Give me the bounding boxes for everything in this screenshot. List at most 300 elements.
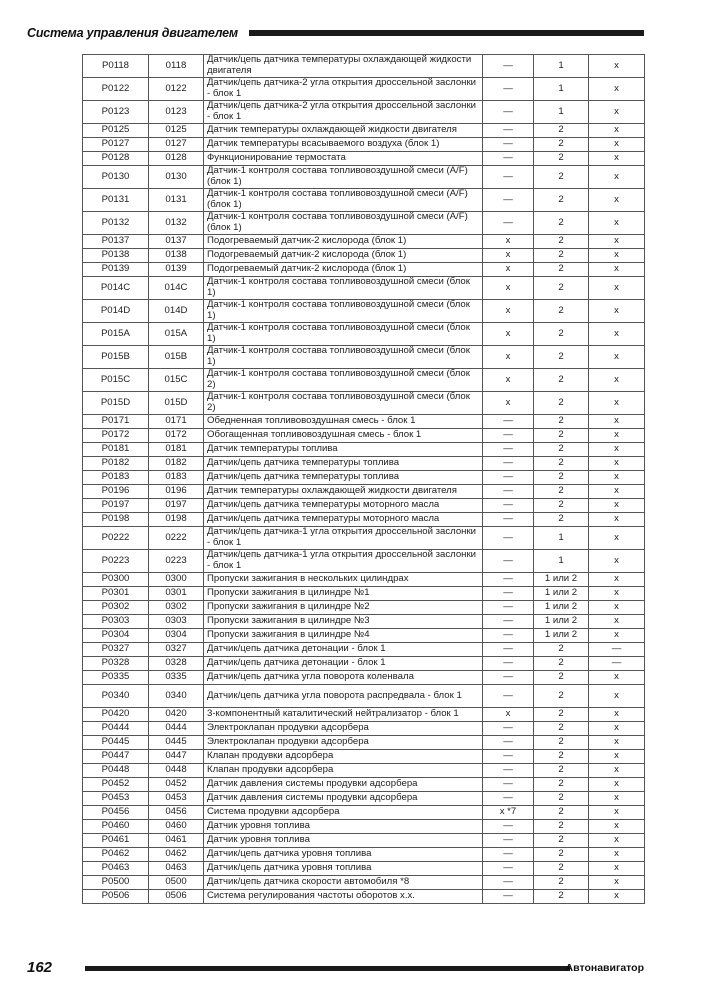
code-number-cell: 0304 — [149, 629, 204, 643]
table-row — [83, 792, 645, 806]
dtc-code-cell: P0460 — [83, 820, 149, 834]
dtc-code-cell: P0327 — [83, 643, 149, 657]
trip-count-cell: 2 — [534, 778, 589, 792]
trip-count-cell: 1 — [534, 55, 589, 78]
table-row — [83, 587, 645, 601]
col-6-cell: x — [589, 55, 645, 78]
dtc-code-cell: P014C — [83, 277, 149, 300]
description-cell: Датчик/цепь датчика угла поворота коленвала — [204, 671, 483, 685]
description-cell: Датчик температуры топлива — [204, 443, 483, 457]
col-4-cell: — — [483, 550, 534, 573]
dtc-code-cell: P015A — [83, 323, 149, 346]
dtc-code-cell: P0506 — [83, 890, 149, 904]
col-4-cell: x — [483, 392, 534, 415]
description-cell: Датчик-1 контроля состава топливовоздушной смеси (A/F) (блок 1) — [204, 212, 483, 235]
table-row — [83, 443, 645, 457]
code-number-cell: 0223 — [149, 550, 204, 573]
col-6-cell: x — [589, 615, 645, 629]
dtc-code-cell: P0340 — [83, 685, 149, 708]
dtc-code-cell: P0301 — [83, 587, 149, 601]
col-6-cell: x — [589, 138, 645, 152]
col-6-cell: x — [589, 890, 645, 904]
table-row — [83, 166, 645, 189]
col-4-cell: x — [483, 263, 534, 277]
table-row — [83, 550, 645, 573]
dtc-code-cell: P0183 — [83, 471, 149, 485]
table-row — [83, 415, 645, 429]
dtc-code-cell: P0127 — [83, 138, 149, 152]
col-6-cell: x — [589, 369, 645, 392]
col-4-cell: x — [483, 277, 534, 300]
code-number-cell: 0460 — [149, 820, 204, 834]
trip-count-cell: 1 или 2 — [534, 629, 589, 643]
dtc-code-cell: P0300 — [83, 573, 149, 587]
table-row — [83, 471, 645, 485]
col-6-cell: x — [589, 778, 645, 792]
col-6-cell: x — [589, 862, 645, 876]
description-cell: Обедненная топливовоздушная смесь - блок 1 — [204, 415, 483, 429]
table-row — [83, 249, 645, 263]
code-number-cell: 015C — [149, 369, 204, 392]
dtc-code-cell: P0128 — [83, 152, 149, 166]
table-row — [83, 527, 645, 550]
dtc-code-cell: P0197 — [83, 499, 149, 513]
col-6-cell: x — [589, 471, 645, 485]
page-header — [27, 26, 644, 40]
table-row — [83, 457, 645, 471]
trip-count-cell: 1 — [534, 78, 589, 101]
col-4-cell: x — [483, 323, 534, 346]
col-4-cell: — — [483, 778, 534, 792]
col-6-cell: x — [589, 429, 645, 443]
col-4-cell: — — [483, 629, 534, 643]
dtc-code-cell: P0125 — [83, 124, 149, 138]
trip-count-cell: 2 — [534, 722, 589, 736]
col-4-cell: — — [483, 601, 534, 615]
dtc-code-cell: P015C — [83, 369, 149, 392]
code-number-cell: 0125 — [149, 124, 204, 138]
page-footer — [27, 960, 644, 976]
code-number-cell: 015B — [149, 346, 204, 369]
col-6-cell: x — [589, 101, 645, 124]
description-cell: Пропуски зажигания в цилиндре №3 — [204, 615, 483, 629]
trip-count-cell: 2 — [534, 834, 589, 848]
dtc-table-body — [83, 55, 645, 904]
code-number-cell: 014C — [149, 277, 204, 300]
table-row — [83, 890, 645, 904]
dtc-table-container — [82, 54, 644, 904]
dtc-code-cell: P0328 — [83, 657, 149, 671]
dtc-code-cell: P0222 — [83, 527, 149, 550]
col-6-cell: x — [589, 323, 645, 346]
description-cell: Датчик-1 контроля состава топливовоздушной смеси (блок 2) — [204, 392, 483, 415]
col-4-cell: x *7 — [483, 806, 534, 820]
table-row — [83, 848, 645, 862]
col-4-cell: — — [483, 513, 534, 527]
col-6-cell: x — [589, 601, 645, 615]
table-row — [83, 189, 645, 212]
table-row — [83, 212, 645, 235]
col-4-cell: — — [483, 736, 534, 750]
col-4-cell: — — [483, 499, 534, 513]
description-cell: Датчик-1 контроля состава топливовоздушной смеси (A/F) (блок 1) — [204, 166, 483, 189]
code-number-cell: 0301 — [149, 587, 204, 601]
col-6-cell: x — [589, 235, 645, 249]
col-4-cell: x — [483, 300, 534, 323]
table-row — [83, 138, 645, 152]
trip-count-cell: 2 — [534, 499, 589, 513]
dtc-code-cell: P0335 — [83, 671, 149, 685]
col-4-cell: — — [483, 124, 534, 138]
col-6-cell: x — [589, 587, 645, 601]
code-number-cell: 0131 — [149, 189, 204, 212]
col-4-cell: — — [483, 212, 534, 235]
table-row — [83, 152, 645, 166]
description-cell: Клапан продувки адсорбера — [204, 764, 483, 778]
col-4-cell: — — [483, 485, 534, 499]
code-number-cell: 0181 — [149, 443, 204, 457]
col-6-cell: x — [589, 212, 645, 235]
trip-count-cell: 2 — [534, 300, 589, 323]
trip-count-cell: 1 или 2 — [534, 615, 589, 629]
col-6-cell: x — [589, 806, 645, 820]
section-title: Система управления двигателем — [27, 26, 238, 40]
table-row — [83, 124, 645, 138]
trip-count-cell: 1 — [534, 527, 589, 550]
col-6-cell: — — [589, 643, 645, 657]
col-4-cell: — — [483, 671, 534, 685]
trip-count-cell: 2 — [534, 138, 589, 152]
table-row — [83, 235, 645, 249]
dtc-code-cell: P0223 — [83, 550, 149, 573]
code-number-cell: 0340 — [149, 685, 204, 708]
description-cell: Датчик/цепь датчика детонации - блок 1 — [204, 643, 483, 657]
dtc-code-cell: P0131 — [83, 189, 149, 212]
col-4-cell: x — [483, 708, 534, 722]
description-cell: Электроклапан продувки адсорбера — [204, 722, 483, 736]
table-row — [83, 685, 645, 708]
trip-count-cell: 1 или 2 — [534, 573, 589, 587]
col-4-cell: — — [483, 848, 534, 862]
trip-count-cell: 2 — [534, 392, 589, 415]
description-cell: Датчик/цепь датчика-1 угла открытия дроссельной заслонки - блок 1 — [204, 527, 483, 550]
col-6-cell: x — [589, 722, 645, 736]
col-4-cell: — — [483, 615, 534, 629]
publisher-brand: Автонавигатор — [565, 962, 644, 974]
trip-count-cell: 2 — [534, 369, 589, 392]
col-4-cell: — — [483, 573, 534, 587]
code-number-cell: 0500 — [149, 876, 204, 890]
col-6-cell: x — [589, 346, 645, 369]
description-cell: Датчик-1 контроля состава топливовоздушной смеси (блок 2) — [204, 369, 483, 392]
code-number-cell: 014D — [149, 300, 204, 323]
table-row — [83, 862, 645, 876]
col-4-cell: — — [483, 792, 534, 806]
dtc-code-cell: P0463 — [83, 862, 149, 876]
table-row — [83, 323, 645, 346]
code-number-cell: 015D — [149, 392, 204, 415]
table-row — [83, 513, 645, 527]
description-cell: Пропуски зажигания в цилиндре №4 — [204, 629, 483, 643]
col-4-cell: — — [483, 443, 534, 457]
trip-count-cell: 2 — [534, 890, 589, 904]
code-number-cell: 0444 — [149, 722, 204, 736]
dtc-code-cell: P0123 — [83, 101, 149, 124]
dtc-code-cell: P014D — [83, 300, 149, 323]
code-number-cell: 015A — [149, 323, 204, 346]
code-number-cell: 0183 — [149, 471, 204, 485]
code-number-cell: 0447 — [149, 750, 204, 764]
col-4-cell: — — [483, 643, 534, 657]
description-cell: Датчик/цепь датчика температуры топлива — [204, 471, 483, 485]
dtc-code-cell: P0182 — [83, 457, 149, 471]
code-number-cell: 0462 — [149, 848, 204, 862]
col-6-cell: x — [589, 671, 645, 685]
table-row — [83, 708, 645, 722]
description-cell: Датчик/цепь датчика скорости автомобиля *8 — [204, 876, 483, 890]
dtc-code-cell: P0139 — [83, 263, 149, 277]
description-cell: Функционирование термостата — [204, 152, 483, 166]
col-6-cell: x — [589, 820, 645, 834]
trip-count-cell: 2 — [534, 764, 589, 778]
col-4-cell: — — [483, 834, 534, 848]
trip-count-cell: 2 — [534, 485, 589, 499]
col-6-cell: x — [589, 848, 645, 862]
code-number-cell: 0137 — [149, 235, 204, 249]
table-row — [83, 499, 645, 513]
col-4-cell: — — [483, 429, 534, 443]
code-number-cell: 0506 — [149, 890, 204, 904]
description-cell: Датчик-1 контроля состава топливовоздушной смеси (блок 1) — [204, 277, 483, 300]
table-row — [83, 601, 645, 615]
table-row — [83, 573, 645, 587]
code-number-cell: 0139 — [149, 263, 204, 277]
col-6-cell: x — [589, 736, 645, 750]
description-cell: Датчик уровня топлива — [204, 834, 483, 848]
trip-count-cell: 2 — [534, 708, 589, 722]
table-row — [83, 429, 645, 443]
dtc-code-cell: P0462 — [83, 848, 149, 862]
trip-count-cell: 1 или 2 — [534, 601, 589, 615]
dtc-code-cell: P0445 — [83, 736, 149, 750]
col-6-cell: x — [589, 513, 645, 527]
description-cell: Датчик температуры охлаждающей жидкости двигателя — [204, 485, 483, 499]
description-cell: Клапан продувки адсорбера — [204, 750, 483, 764]
table-row — [83, 736, 645, 750]
description-cell: Датчик/цепь датчика-2 угла открытия дроссельной заслонки - блок 1 — [204, 78, 483, 101]
code-number-cell: 0303 — [149, 615, 204, 629]
description-cell: Датчик/цепь датчика уровня топлива — [204, 848, 483, 862]
description-cell: Пропуски зажигания в нескольких цилиндрах — [204, 573, 483, 587]
col-6-cell: x — [589, 792, 645, 806]
col-4-cell: — — [483, 862, 534, 876]
trip-count-cell: 2 — [534, 848, 589, 862]
code-number-cell: 0456 — [149, 806, 204, 820]
col-4-cell: — — [483, 587, 534, 601]
description-cell: Система регулирования частоты оборотов х.х. — [204, 890, 483, 904]
col-6-cell: x — [589, 124, 645, 138]
code-number-cell: 0171 — [149, 415, 204, 429]
code-number-cell: 0222 — [149, 527, 204, 550]
table-row — [83, 392, 645, 415]
dtc-code-cell: P015D — [83, 392, 149, 415]
description-cell: Датчик давления системы продувки адсорбера — [204, 792, 483, 806]
col-4-cell: x — [483, 346, 534, 369]
dtc-code-cell: P0452 — [83, 778, 149, 792]
trip-count-cell: 2 — [534, 212, 589, 235]
description-cell: Датчик/цепь датчика температуры моторного масла — [204, 513, 483, 527]
col-4-cell: — — [483, 876, 534, 890]
description-cell: Датчик/цепь датчика детонации - блок 1 — [204, 657, 483, 671]
footer-rule — [85, 966, 570, 971]
description-cell: Датчик уровня топлива — [204, 820, 483, 834]
dtc-code-cell: P0130 — [83, 166, 149, 189]
table-row — [83, 55, 645, 78]
col-6-cell: x — [589, 152, 645, 166]
col-4-cell: — — [483, 685, 534, 708]
description-cell: Система продувки адсорбера — [204, 806, 483, 820]
col-4-cell: — — [483, 527, 534, 550]
dtc-code-cell: P015B — [83, 346, 149, 369]
code-number-cell: 0300 — [149, 573, 204, 587]
table-row — [83, 764, 645, 778]
dtc-code-cell: P0453 — [83, 792, 149, 806]
code-number-cell: 0123 — [149, 101, 204, 124]
col-4-cell: — — [483, 166, 534, 189]
code-number-cell: 0196 — [149, 485, 204, 499]
col-6-cell: x — [589, 499, 645, 513]
dtc-code-cell: P0138 — [83, 249, 149, 263]
table-row — [83, 101, 645, 124]
dtc-code-cell: P0420 — [83, 708, 149, 722]
code-number-cell: 0453 — [149, 792, 204, 806]
table-row — [83, 263, 645, 277]
description-cell: Датчик/цепь датчика уровня топлива — [204, 862, 483, 876]
description-cell: Подогреваемый датчик-2 кислорода (блок 1) — [204, 263, 483, 277]
trip-count-cell: 2 — [534, 643, 589, 657]
description-cell: Датчик-1 контроля состава топливовоздушной смеси (A/F) (блок 1) — [204, 189, 483, 212]
dtc-code-cell: P0132 — [83, 212, 149, 235]
col-6-cell: x — [589, 629, 645, 643]
description-cell: Датчик/цепь датчика температуры охлаждающей жидкости двигателя — [204, 55, 483, 78]
col-6-cell: x — [589, 685, 645, 708]
trip-count-cell: 2 — [534, 263, 589, 277]
col-6-cell: x — [589, 249, 645, 263]
code-number-cell: 0172 — [149, 429, 204, 443]
table-row — [83, 643, 645, 657]
dtc-code-cell: P0137 — [83, 235, 149, 249]
trip-count-cell: 2 — [534, 443, 589, 457]
dtc-code-cell: P0172 — [83, 429, 149, 443]
trip-count-cell: 2 — [534, 806, 589, 820]
description-cell: Датчик-1 контроля состава топливовоздушной смеси (блок 1) — [204, 346, 483, 369]
col-4-cell: — — [483, 471, 534, 485]
dtc-code-cell: P0447 — [83, 750, 149, 764]
trip-count-cell: 2 — [534, 323, 589, 346]
dtc-code-cell: P0302 — [83, 601, 149, 615]
description-cell: Подогреваемый датчик-2 кислорода (блок 1) — [204, 235, 483, 249]
trip-count-cell: 2 — [534, 657, 589, 671]
table-row — [83, 820, 645, 834]
table-row — [83, 834, 645, 848]
description-cell: 3-компонентный каталитический нейтрализатор - блок 1 — [204, 708, 483, 722]
col-4-cell: — — [483, 152, 534, 166]
trip-count-cell: 2 — [534, 513, 589, 527]
table-row — [83, 750, 645, 764]
header-rule — [249, 30, 644, 36]
trip-count-cell: 2 — [534, 736, 589, 750]
description-cell: Датчик/цепь датчика температуры моторного масла — [204, 499, 483, 513]
col-4-cell: — — [483, 101, 534, 124]
description-cell: Датчик/цепь датчика температуры топлива — [204, 457, 483, 471]
dtc-code-cell: P0122 — [83, 78, 149, 101]
dtc-code-cell: P0196 — [83, 485, 149, 499]
table-row — [83, 615, 645, 629]
col-4-cell: x — [483, 369, 534, 392]
col-6-cell: x — [589, 764, 645, 778]
col-6-cell: x — [589, 443, 645, 457]
table-row — [83, 806, 645, 820]
trip-count-cell: 2 — [534, 189, 589, 212]
code-number-cell: 0138 — [149, 249, 204, 263]
description-cell: Датчик-1 контроля состава топливовоздушной смеси (блок 1) — [204, 300, 483, 323]
col-6-cell: — — [589, 657, 645, 671]
table-row — [83, 277, 645, 300]
trip-count-cell: 2 — [534, 671, 589, 685]
trip-count-cell: 2 — [534, 166, 589, 189]
table-row — [83, 778, 645, 792]
table-row — [83, 78, 645, 101]
trip-count-cell: 2 — [534, 429, 589, 443]
col-6-cell: x — [589, 78, 645, 101]
col-6-cell: x — [589, 263, 645, 277]
description-cell: Электроклапан продувки адсорбера — [204, 736, 483, 750]
code-number-cell: 0128 — [149, 152, 204, 166]
code-number-cell: 0463 — [149, 862, 204, 876]
col-6-cell: x — [589, 485, 645, 499]
trip-count-cell: 2 — [534, 152, 589, 166]
description-cell: Пропуски зажигания в цилиндре №1 — [204, 587, 483, 601]
table-row — [83, 369, 645, 392]
code-number-cell: 0182 — [149, 457, 204, 471]
trip-count-cell: 2 — [534, 471, 589, 485]
col-4-cell: — — [483, 657, 534, 671]
table-row — [83, 485, 645, 499]
dtc-code-cell: P0448 — [83, 764, 149, 778]
page-number: 162 — [27, 959, 53, 976]
code-number-cell: 0122 — [149, 78, 204, 101]
col-6-cell: x — [589, 189, 645, 212]
dtc-code-cell: P0118 — [83, 55, 149, 78]
trip-count-cell: 1 — [534, 550, 589, 573]
dtc-code-cell: P0461 — [83, 834, 149, 848]
trip-count-cell: 2 — [534, 277, 589, 300]
code-number-cell: 0302 — [149, 601, 204, 615]
trip-count-cell: 2 — [534, 457, 589, 471]
table-row — [83, 657, 645, 671]
dtc-code-cell: P0171 — [83, 415, 149, 429]
col-6-cell: x — [589, 708, 645, 722]
col-6-cell: x — [589, 876, 645, 890]
dtc-code-cell: P0444 — [83, 722, 149, 736]
col-6-cell: x — [589, 573, 645, 587]
trip-count-cell: 1 — [534, 101, 589, 124]
dtc-table — [82, 54, 645, 904]
table-row — [83, 876, 645, 890]
col-6-cell: x — [589, 392, 645, 415]
trip-count-cell: 2 — [534, 346, 589, 369]
description-cell: Датчик-1 контроля состава топливовоздушной смеси (блок 1) — [204, 323, 483, 346]
